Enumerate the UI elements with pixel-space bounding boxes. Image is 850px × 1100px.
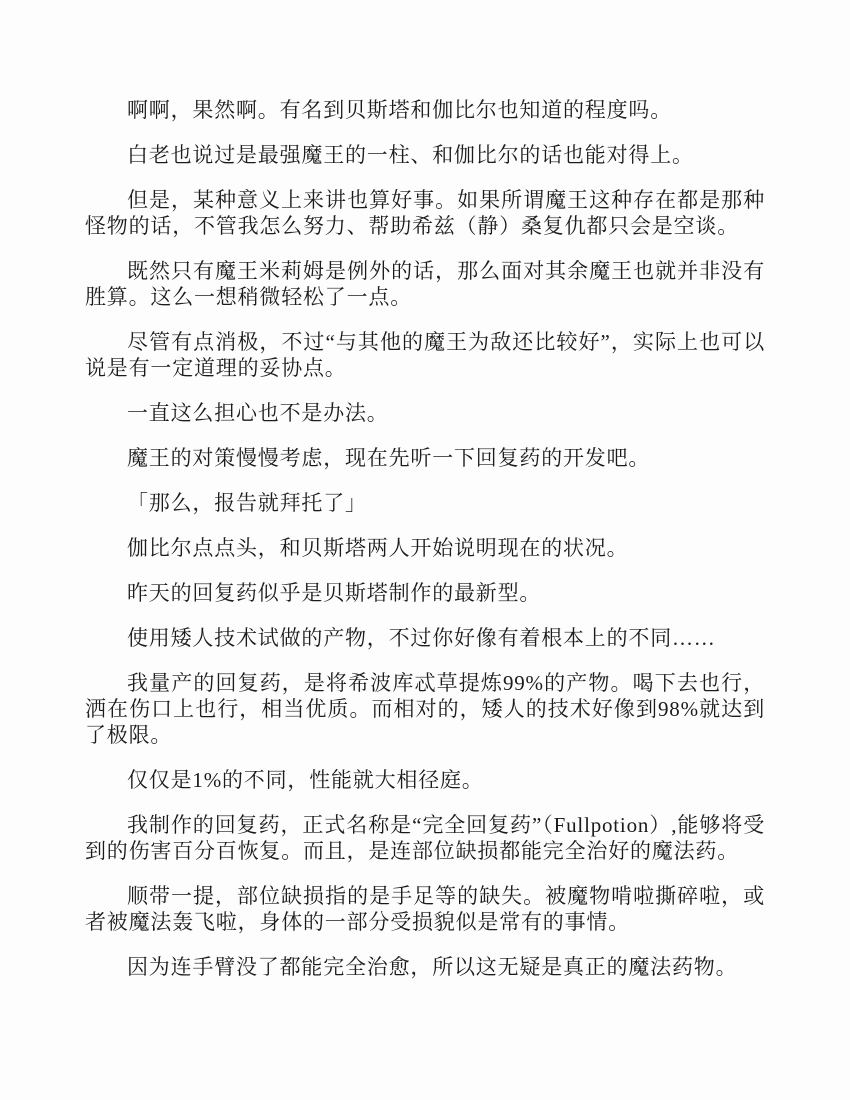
paragraph: 尽管有点消极，不过“与其他的魔王为敌还比较好”，实际上也可以说是有一定道理的妥协点。 xyxy=(85,330,765,380)
paragraph-dialogue: 「那么，报告就拜托了」 xyxy=(127,491,367,515)
paragraph: 既然只有魔王米莉姆是例外的话，那么面对其余魔王也就并非没有胜算。这么一想稍微轻松了一点。 xyxy=(85,259,765,309)
paragraph: 仅仅是1%的不同，性能就大相径庭。 xyxy=(127,768,484,792)
paragraph: 魔王的对策慢慢考虑，现在先听一下回复药的开发吧。 xyxy=(127,446,651,470)
paragraph: 白老也说过是最强魔王的一柱、和伽比尔的话也能对得上。 xyxy=(127,143,694,167)
paragraph: 昨天的回复药似乎是贝斯塔制作的最新型。 xyxy=(127,581,542,605)
paragraph: 一直这么担心也不是办法。 xyxy=(127,401,389,425)
paragraph: 顺带一提，部位缺损指的是手足等的缺失。被魔物啃啦撕碎啦，或者被魔法轰飞啦，身体的一部分受损貌似是常有的事情。 xyxy=(85,884,765,934)
paragraph: 我量产的回复药，是将希波库忒草提炼99%的产物。喝下去也行，洒在伤口上也行，相当优质。而相对的，矮人的技术好像到98%就达到了极限。 xyxy=(85,671,765,747)
paragraph: 使用矮人技术试做的产物，不过你好像有着根本上的不同…… xyxy=(127,626,716,650)
paragraph: 我制作的回复药，正式名称是“完全回复药”（Fullpotion）,能够将受到的伤害百分百恢复。而且，是连部位缺损都能完全治好的魔法药。 xyxy=(85,813,765,863)
paragraph: 啊啊，果然啊。有名到贝斯塔和伽比尔也知道的程度吗。 xyxy=(127,98,672,122)
paragraph: 因为连手臂没了都能完全治愈，所以这无疑是真正的魔法药物。 xyxy=(127,955,738,979)
paragraph: 伽比尔点点头，和贝斯塔两人开始说明现在的状况。 xyxy=(127,536,629,560)
paragraph: 但是，某种意义上来讲也算好事。如果所谓魔王这种存在都是那种怪物的话，不管我怎么努力、帮助希兹（静）桑复仇都只会是空谈。 xyxy=(85,188,765,238)
